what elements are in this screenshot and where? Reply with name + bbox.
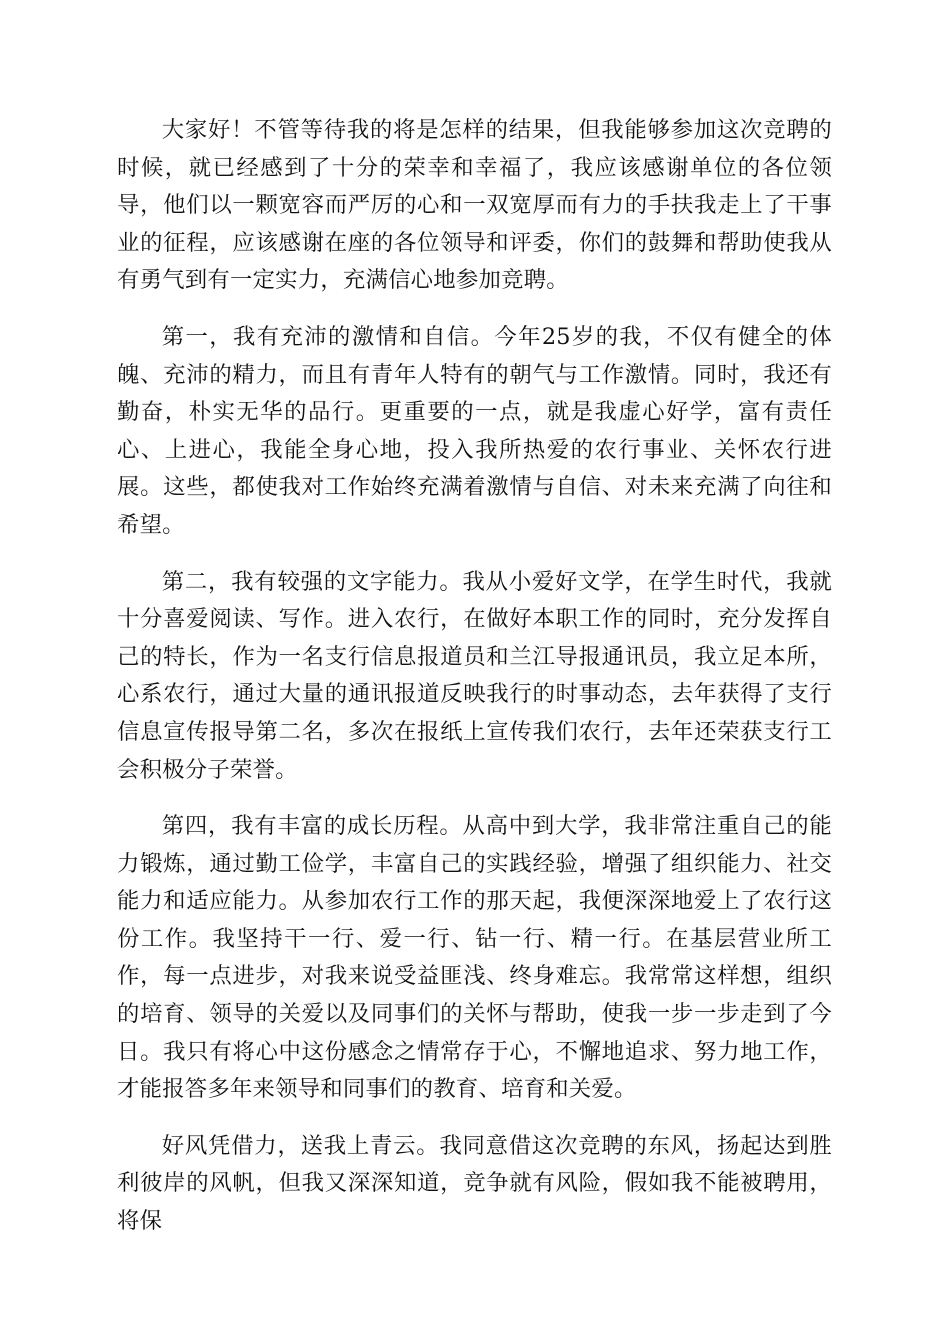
paragraph-fourth-point: 第四，我有丰富的成长历程。从高中到大学，我非常注重自己的能力锻炼，通过勤工俭学，丰富自己的实践经验，增强了组织能力、社交能力和适应能力。从参加农行工作的那天起，我便深深地爱上了农行这份工作。我坚持干一行、爱一行、钻一行、精一行。在基层营业所工作，每一点进步，对我来说受益匪浅、终身难忘。我常常这样想，组织的培育、领导的关爱以及同事们的关怀与帮助，使我一步一步走到了今日。我只有将心中这份感念之情常存于心，不懈地追求、努力地工作，才能报答多年来领导和同事们的教育、培育和关爱。	[117, 813, 832, 1103]
paragraph-closing: 好风凭借力，送我上青云。我同意借这次竞聘的东风，扬起达到胜利彼岸的风帆，但我又深深知道，竞争就有风险，假如我不能被聘用，将保	[117, 1132, 832, 1235]
document-body	[117, 112, 832, 1241]
paragraph-second-point: 第二，我有较强的文字能力。我从小爱好文学，在学生时代，我就十分喜爱阅读、写作。进入农行，在做好本职工作的同时，充分发挥自己的特长，作为一名支行信息报道员和兰江导报通讯员，我立足本所，心系农行，通过大量的通讯报道反映我行的时事动态，去年获得了支行信息宣传报导第二名，多次在报纸上宣传我们农行，去年还荣获支行工会积极分子荣誉。	[117, 568, 832, 783]
paragraph-first-point: 第一，我有充沛的激情和自信。今年25岁的我，不仅有健全的体魄、充沛的精力，而且有青年人特有的朝气与工作激情。同时，我还有勤奋，朴实无华的品行。更重要的一点，就是我虚心好学，富有责任心、上进心，我能全身心地，投入我所热爱的农行事业、关怀农行进展。这些，都使我对工作始终充满着激情与自信、对未来充满了向往和希望。	[117, 323, 832, 538]
paragraph-greeting: 大家好！不管等待我的将是怎样的结果，但我能够参加这次竞聘的时候，就已经感到了十分的荣幸和幸福了，我应该感谢单位的各位领导，他们以一颗宽容而严厉的心和一双宽厚而有力的手扶我走上了干事业的征程，应该感谢在座的各位领导和评委，你们的鼓舞和帮助使我从有勇气到有一定实力，充满信心地参加竞聘。	[117, 117, 832, 294]
